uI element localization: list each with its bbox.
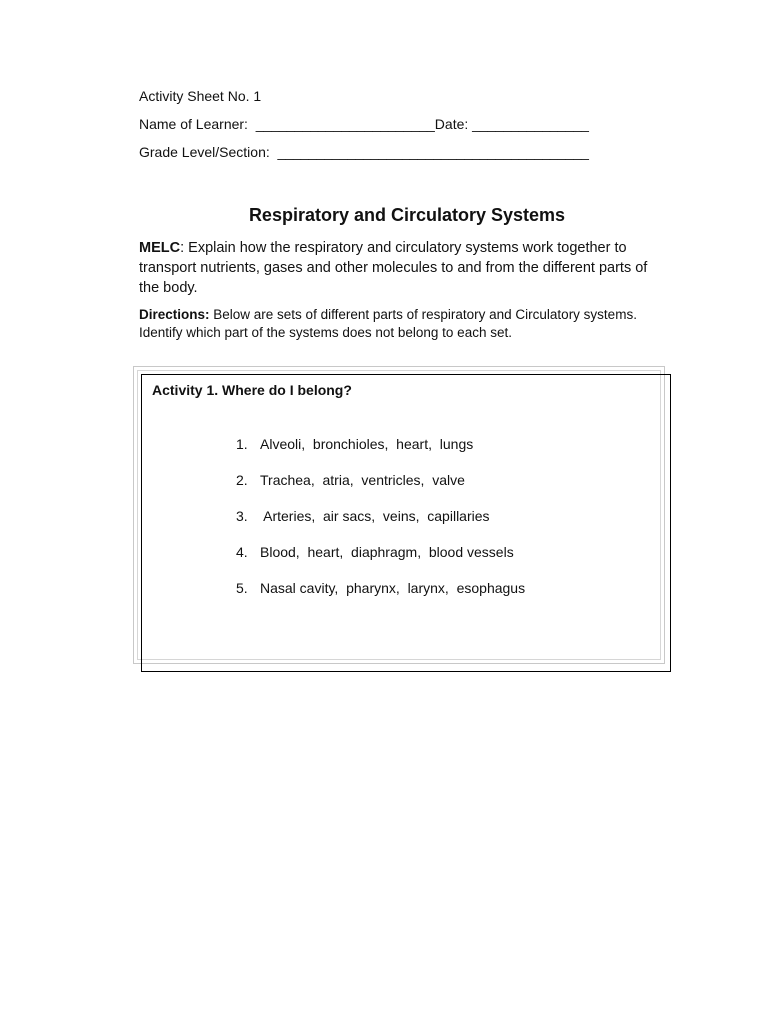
list-item xyxy=(236,580,525,616)
list-item xyxy=(236,436,525,472)
item-number: 3. xyxy=(236,508,248,524)
list-item xyxy=(236,544,525,580)
item-text: Nasal cavity, pharynx, larynx, esophagus xyxy=(260,580,526,596)
item-text: Blood, heart, diaphragm, blood vessels xyxy=(260,544,514,560)
item-number: 4. xyxy=(236,544,248,560)
directions-text: Below are sets of different parts of respiratory and Circulatory systems. Identify which part of the systems does not belong to each set. xyxy=(139,307,637,340)
learner-name-date-line: Name of Learner: _______________________Date: _______________ xyxy=(139,116,589,132)
directions-label: Directions: xyxy=(139,307,210,322)
activity-sheet-number: Activity Sheet No. 1 xyxy=(139,88,262,104)
item-number: 2. xyxy=(236,472,248,488)
melc-paragraph xyxy=(139,238,669,298)
activity-title: Activity 1. Where do I belong? xyxy=(152,382,352,398)
list-item xyxy=(236,508,525,544)
item-text: Arteries, air sacs, veins, capillaries xyxy=(260,508,490,524)
item-number: 5. xyxy=(236,580,248,596)
melc-text: : Explain how the respiratory and circulatory systems work together to transport nutrients, gases and other molecules to and from the different parts of the body. xyxy=(139,240,648,296)
item-text: Alveoli, bronchioles, heart, lungs xyxy=(260,436,474,452)
list-item xyxy=(236,472,525,508)
item-number: 1. xyxy=(236,436,248,452)
grade-section-line: Grade Level/Section: ________________________________________ xyxy=(139,144,589,160)
directions-paragraph xyxy=(139,306,669,342)
melc-label: MELC xyxy=(139,240,181,256)
item-text: Trachea, atria, ventricles, valve xyxy=(260,472,465,488)
activity-item-list xyxy=(236,436,525,616)
page-title: Respiratory and Circulatory Systems xyxy=(248,205,566,225)
